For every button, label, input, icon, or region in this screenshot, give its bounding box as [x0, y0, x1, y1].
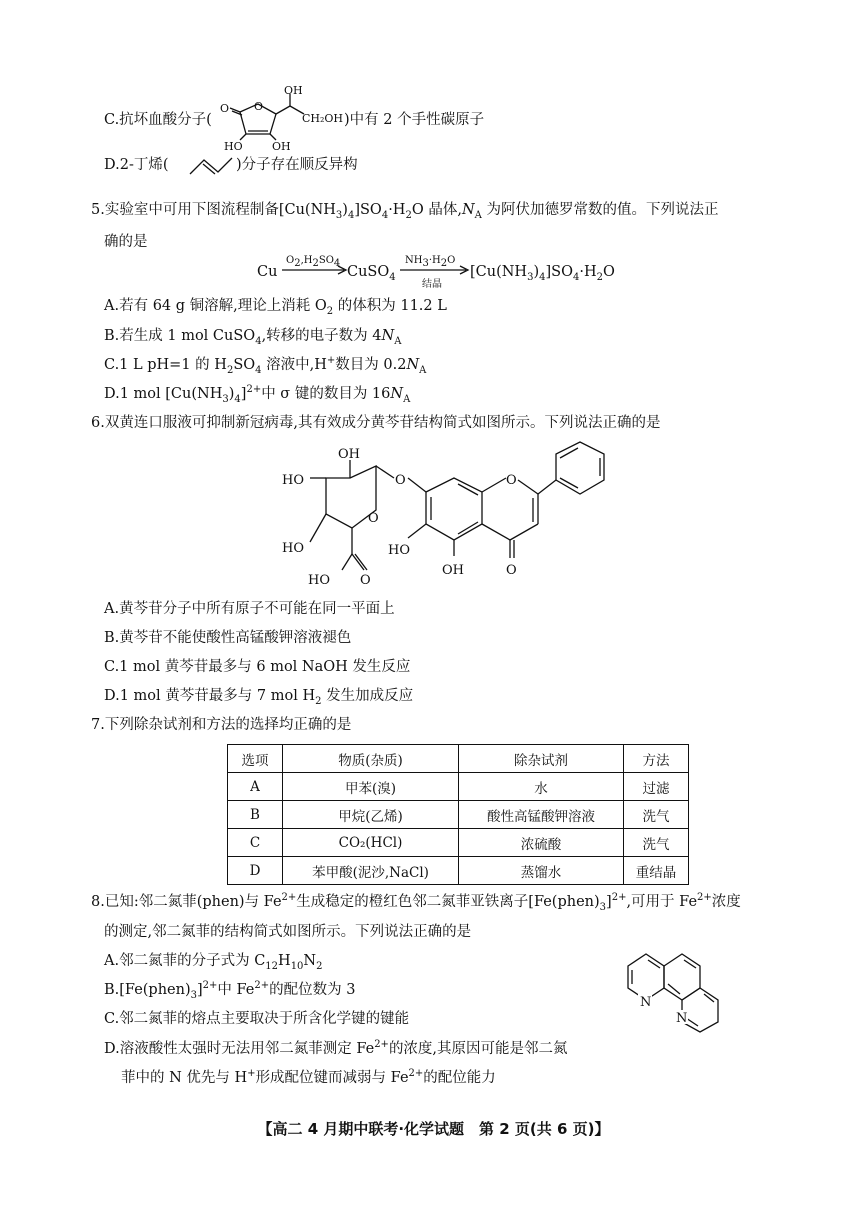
- ring-o-chromone: O: [506, 473, 517, 488]
- header-cell: 方法: [624, 745, 689, 773]
- scheme-reagent1: $O_2,H_2SO_4$: [286, 255, 341, 269]
- q5-option-a: A.若有 64 g 铜溶解,理论上消耗 $O_2$ 的体积为 11.2 L: [104, 298, 447, 317]
- q8-stem-line1: 8.已知:邻二氮菲(phen)与 $Fe^{2+}$生成稳定的橙红色邻二氮菲亚铁离子$[Fe(phen)_3]^{2+}$,可用于 $Fe^{2+}$浓度: [91, 892, 741, 913]
- baicalin-structure: [280, 442, 620, 602]
- q4-option-d-prefix: D.2-丁烯(: [104, 157, 169, 173]
- table-cell: 蒸馏水: [459, 857, 624, 885]
- table-cell: 浓硫酸: [459, 829, 624, 857]
- q8-option-b: $B.[Fe(phen)_3]^{2+}$中 $Fe^{2+}$的配位数为 3: [104, 980, 356, 1001]
- table-cell: C: [228, 829, 283, 857]
- header-cell: 选项: [228, 745, 283, 773]
- header-cell: 物质(杂质): [283, 745, 459, 773]
- q4-option-c-suffix: )中有 2 个手性碳原子: [344, 112, 485, 128]
- glycosidic-o: O: [395, 473, 406, 488]
- q4-option-c-prefix: C.抗坏血酸分子(: [104, 112, 212, 128]
- q4-option-d-suffix: )分子存在顺反异构: [236, 157, 358, 173]
- q6-option-b: B.黄芩苷不能使酸性高锰酸钾溶液褪色: [104, 630, 352, 646]
- q8-option-a: A.邻二氮菲的分子式为 $C_{12}H_{10}N_2$: [104, 953, 323, 972]
- scheme-mid: CuSO$_4$: [347, 264, 396, 283]
- table-cell: 水: [459, 773, 624, 801]
- ho-label-3: HO: [388, 543, 410, 558]
- q8-option-d-line2: 菲中的 N 优先与 H+形成配位键而减弱与 $Fe^{2+}$的配位能力: [121, 1068, 496, 1086]
- q5-option-d: D.1 mol $[Cu(NH_3)_4]^{2+}$中 σ 键的数目为 $16N_A$: [104, 384, 411, 405]
- q5-stem-line1: 5.实验室中可用下图流程制备$[Cu(NH_3)_4]SO_4\cdot H_2O$ 晶体$,N_A$ 为阿伏加德罗常数的值。下列说法正: [91, 202, 719, 221]
- enol-ho-label: HO: [224, 140, 243, 153]
- oh-bottom-label: OH: [442, 563, 464, 578]
- scheme-reagent2: $NH_3\cdot H_2O$: [405, 255, 456, 269]
- table-row: [228, 773, 689, 801]
- purification-table: [227, 744, 689, 885]
- q5-option-b: B.若生成 1 mol CuSO$_4$,转移的电子数为 $4N_A$: [104, 328, 402, 347]
- ring-o-sugar: O: [368, 511, 379, 526]
- page-footer: 【高二 4 月期中联考·化学试题 第 2 页(共 6 页)】: [257, 1120, 610, 1138]
- table-row: [228, 801, 689, 829]
- q6-option-a: A.黄芩苷分子中所有原子不可能在同一平面上: [104, 601, 395, 617]
- scheme-arrow-2: [398, 262, 472, 276]
- table-cell: A: [228, 773, 283, 801]
- scheme-arrow-1: [280, 262, 350, 276]
- ketone-o: O: [506, 563, 517, 578]
- table-cell: 重结晶: [624, 857, 689, 885]
- table-cell: 酸性高锰酸钾溶液: [459, 801, 624, 829]
- phenanthroline-structure: [618, 944, 734, 1032]
- table-cell: D: [228, 857, 283, 885]
- table-cell: 甲烷(乙烯): [283, 801, 459, 829]
- table-row: [228, 857, 689, 885]
- q5-option-c: C.1 L pH=1 的 $H_2SO_4$ 溶液中,H+数目为 $0.2N_A$: [104, 355, 427, 376]
- table-cell: 洗气: [624, 801, 689, 829]
- oh-top-label: OH: [338, 447, 360, 462]
- ch2oh-label: CH₂OH: [302, 112, 344, 125]
- ascorbic-acid-structure: [218, 84, 358, 154]
- carbonyl-o-label: O: [220, 102, 230, 115]
- cooh-label: HO: [308, 573, 330, 588]
- ho-label-2: HO: [282, 541, 304, 556]
- enol-oh-label: OH: [272, 140, 291, 153]
- table-header-row: [228, 745, 689, 773]
- table-cell: 过滤: [624, 773, 689, 801]
- scheme-product: $[Cu(NH_3)_4]SO_4\cdot H_2O$: [470, 264, 615, 283]
- table-cell: 洗气: [624, 829, 689, 857]
- q6-option-c: C.1 mol 黄芩苷最多与 6 mol NaOH 发生反应: [104, 659, 411, 675]
- table-cell: 苯甲酸(泥沙,NaCl): [283, 857, 459, 885]
- table-cell: CO₂(HCl): [283, 829, 459, 857]
- table-cell: B: [228, 801, 283, 829]
- ring-o-label: O: [254, 100, 264, 113]
- ho-label-1: HO: [282, 473, 304, 488]
- scheme-start: Cu: [257, 264, 278, 280]
- table-cell: 甲苯(溴): [283, 773, 459, 801]
- q8-stem-line2: 的测定,邻二氮菲的结构简式如图所示。下列说法正确的是: [104, 924, 472, 940]
- nitrogen-label-1: N: [640, 995, 652, 1010]
- scheme-condition2: 结晶: [422, 279, 442, 290]
- q7-stem: 7.下列除杂试剂和方法的选择均正确的是: [91, 717, 352, 733]
- table-row: [228, 829, 689, 857]
- nitrogen-label-2: N: [676, 1011, 688, 1026]
- 2-butene-skeletal: [186, 150, 236, 180]
- carbonyl-o-acid: O: [360, 573, 371, 588]
- q6-option-d: D.1 mol 黄芩苷最多与 7 mol $H_2$ 发生加成反应: [104, 688, 414, 707]
- oh-label: OH: [284, 84, 303, 97]
- header-cell: 除杂试剂: [459, 745, 624, 773]
- q6-stem: 6.双黄连口服液可抑制新冠病毒,其有效成分黄芩苷结构简式如图所示。下列说法正确的是: [91, 415, 661, 431]
- q5-stem-line2: 确的是: [104, 234, 148, 250]
- q8-option-d-line1: D.溶液酸性太强时无法用邻二氮菲测定 $Fe^{2+}$的浓度,其原因可能是邻二氮: [104, 1039, 568, 1057]
- q8-option-c: C.邻二氮菲的熔点主要取决于所含化学键的键能: [104, 1011, 410, 1027]
